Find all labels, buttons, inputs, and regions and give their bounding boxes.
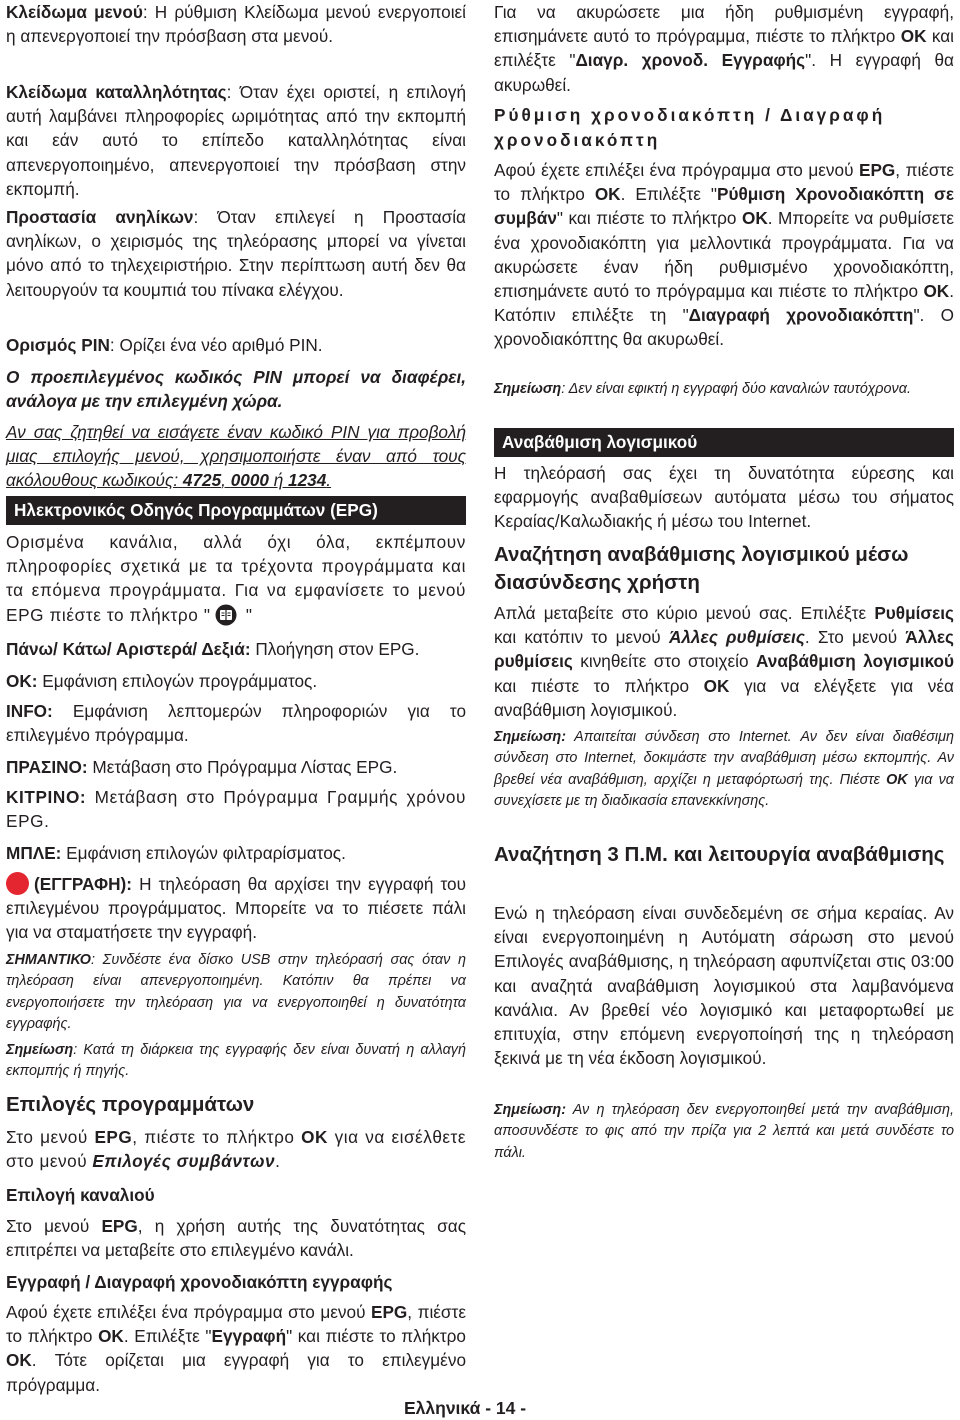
text-run: . Επιλέξτε " xyxy=(123,1326,212,1347)
bold-run: Αναβάθμιση λογισμικού xyxy=(756,651,954,672)
text-run: , πιέστε το πλήκτρο xyxy=(6,1302,466,1347)
programme-options-heading: Επιλογές προγραμμάτων xyxy=(6,1093,255,1116)
epg-intro-text: Ορισμένα κανάλια, αλλά όχι όλα, εκπέμπουν πληροφορίες σχετικά με τα τρέχοντα προγράμματα και τα επόμενα προγράμματα. Για να εμφανίσετε το μενού EPG πιέστε το πλήκτρο " xyxy=(6,532,466,625)
text-run: Αφού έχετε επιλέξει ένα πρόγραμμα στο μενού xyxy=(6,1302,371,1322)
menu-lock-text: : Η ρύθμιση Κλείδωμα μενού ενεργοποιεί η απενεργοποιεί την πρόσβαση στα μενού. xyxy=(6,2,467,47)
pin-request-text: Αν σας ζητηθεί να εισάγετε έναν κωδικό PIN για προβολή μιας επιλογής μενού, χρησιμοποιήστε έναν από τους ακόλουθους κωδικούς: xyxy=(6,422,466,491)
epg-intro-end: " xyxy=(240,604,253,625)
text-run: ". Η εγγραφή θα ακυρωθεί. xyxy=(494,50,954,95)
bold-run: OK xyxy=(301,1127,328,1147)
bold-run: OK xyxy=(703,675,730,696)
epg-key-label: ΚΙΤΡΙΝΟ: xyxy=(6,787,87,807)
bold-run: OK xyxy=(923,281,950,302)
recording-note-text: : Κατά τη διάρκεια της εγγραφής δεν είναι δυνατή η αλλαγή εκπομπής ή πηγής. xyxy=(6,1042,466,1080)
search-3am-note xyxy=(494,1100,954,1164)
epg-key-green xyxy=(6,755,466,779)
timer-note-text: : Δεν είναι εφικτή η εγγραφή δύο καναλιών ταυτόχρονα. xyxy=(561,381,911,397)
menu-lock-label: Κλείδωμα μενού xyxy=(6,2,143,22)
epg-key-label: ΜΠΛΕ: xyxy=(6,843,62,863)
epg-key-yellow xyxy=(6,785,466,833)
search-3am-note-label: Σημείωση: xyxy=(494,1102,566,1118)
bold-run: EPG xyxy=(101,1216,138,1236)
text-run: , πιέστε το πλήκτρο xyxy=(132,1127,302,1147)
text-run: . Επιλέξτε " xyxy=(620,184,717,205)
bold-run: OK xyxy=(594,184,621,205)
important-label: ΣΗΜΑΝΤΙΚΟ xyxy=(6,952,92,968)
epg-key-info xyxy=(6,699,466,747)
epg-key-text: Μετάβαση στο Πρόγραμμα Γραμμής χρόνου EPG. xyxy=(6,787,466,832)
epg-heading: Ηλεκτρονικός Οδηγός Προγραμμάτων (EPG) xyxy=(6,496,466,525)
text-run: , η χρήση αυτής της δυνατότητας σας επιτρέπει να μεταβείτε στο επιλεγμένο κανάλι. xyxy=(6,1216,467,1261)
child-lock-section xyxy=(6,205,466,302)
bold-italic-run: Επιλογές συμβάντων xyxy=(92,1151,276,1172)
text-run: Απαιτείται σύνδεση στο Internet. Αν δεν είναι διαθέσιμη σύνδεση στο Internet, δοκιμάστε την αναβάθμιση μέσω εκπομπής. Αν βρεθεί νέα αναβάθμιση, αρχίζει η μεταφόρτωσή της. Πιέστε xyxy=(494,729,954,788)
text-run: ". Ο χρονοδιακόπτης θα ακυρωθεί. xyxy=(494,305,954,350)
select-channel-heading: Επιλογή καναλιού xyxy=(6,1185,155,1205)
bold-run: Ρύθμιση Χρονοδιακόπτη σε συμβάν xyxy=(494,184,954,229)
page-footer xyxy=(404,1398,526,1419)
text-run: " και πιέστε το πλήκτρο xyxy=(286,1326,466,1347)
set-pin-label: Ορισμός PIN xyxy=(6,335,110,355)
epg-key-label: OK: xyxy=(6,671,38,691)
epg-key-nav xyxy=(6,637,466,661)
text-run: . xyxy=(275,1151,281,1172)
epg-key-blue xyxy=(6,841,466,865)
pin-sep-2: ή xyxy=(268,470,289,491)
epg-key-label: INFO: xyxy=(6,701,53,721)
pin-code-2: 0000 xyxy=(230,470,269,491)
epg-intro xyxy=(6,530,466,627)
text-run: . Στο μενού xyxy=(804,627,906,648)
text-run: Αφού έχετε επιλέξει ένα πρόγραμμα στο μενού xyxy=(494,160,859,180)
set-timer-heading: Ρύθμιση χρονοδιακόπτη / Διαγραφή χρονοδιακόπτη xyxy=(494,105,886,150)
important-text: : Συνδέστε ένα δίσκο USB στην τηλεόρασή σας όταν η τηλεόραση είναι απενεργοποιημένη. Κατόπιν θα πρέπει να ενεργοποιήσετε την τηλεόραση για να ενεργοποιηθεί η δυνατότητα εγγραφής. xyxy=(6,952,466,1032)
bold-run: OK xyxy=(741,208,768,229)
software-upgrade-intro: Η τηλεόρασή σας έχει τη δυνατότητα εύρεσης και εφαρμογής αναβαθμίσεων αυτόματα μέσω του σήματος Κεραίας/Καλωδιακής ή μέσω του Internet. xyxy=(494,463,954,532)
epg-key-text: Πλοήγηση στον EPG. xyxy=(250,639,420,659)
programme-options-text xyxy=(6,1125,466,1173)
epg-key-text: Εμφάνιση λεπτομερών πληροφοριών για το επιλεγμένο πρόγραμμα. xyxy=(6,701,466,746)
footer-language: Ελληνικά xyxy=(404,1398,481,1418)
ui-search-note-label: Σημείωση: xyxy=(494,729,566,745)
text-run: για να ελέγξετε για νέα αναβάθμιση λογισμικού. xyxy=(494,675,954,720)
text-run: για να συνεχίσετε με τη διαδικασία επανεκκίνησης. xyxy=(494,771,955,809)
ui-search-text xyxy=(494,601,954,722)
bold-run: EPG xyxy=(94,1127,133,1147)
text-run: Στο μενού xyxy=(6,1216,102,1236)
record-key xyxy=(6,872,466,945)
text-run: . Κατόπιν επιλέξτε τη " xyxy=(494,281,954,326)
search-3am-heading: Αναζήτηση 3 Π.Μ. και λειτουργία αναβάθμισης xyxy=(494,843,945,866)
bold-run: EPG xyxy=(859,160,896,180)
child-lock-label: Προστασία ανηλίκων xyxy=(6,207,194,227)
menu-lock-section xyxy=(6,0,466,48)
text-run: και επιλέξτε " xyxy=(494,26,954,71)
text-run: Απλά μεταβείτε στο κύριο μενού σας. Επιλέξτε xyxy=(494,603,875,623)
epg-key-label: Πάνω/ Κάτω/ Αριστερά/ Δεξιά: xyxy=(6,639,251,659)
bold-run: Εγγραφή xyxy=(211,1326,287,1347)
maturity-lock-text: : Όταν έχει οριστεί, η επιλογή αυτή λαμβάνει πληροφορίες ωριμότητας από την εκπομπή και εάν αυτό το επίπεδο καταλληλότητας είναι απενεργοποιημένο, απενεργοποιεί την πρόσβαση στην εκπομπή. xyxy=(6,82,467,199)
text-run: κινηθείτε στο στοιχείο xyxy=(572,651,756,672)
search-3am-note-text: Αν η τηλεόραση δεν ενεργοποιηθεί μετά την αναβάθμιση, αποσυνδέστε το φις από την πρίζα για 2 λεπτά και μετά συνδέστε το πάλι. xyxy=(494,1102,954,1161)
text-run: Στο μενού xyxy=(6,1127,95,1147)
bold-run: OK xyxy=(900,26,927,47)
text-run: , πιέστε το πλήκτρο xyxy=(494,160,954,205)
bold-run: Άλλες ρυθμίσεις xyxy=(494,627,954,672)
pin-country-note: Ο προεπιλεγμένος κωδικός PIN μπορεί να διαφέρει, ανάλογα με την επιλεγμένη χώρα. xyxy=(6,367,466,412)
child-lock-text: : Όταν επιλεγεί η Προστασία ανηλίκων, ο χειρισμός της τηλεόρασης μπορεί να γίνεται μόνο από το τηλεχειριστήριο. Στην περίπτωση αυτή δεν θα λειτουργούν τα κουμπιά του πίνακα ελέγχου. xyxy=(6,207,466,300)
page-number: - 14 - xyxy=(480,1398,527,1418)
bold-run: Διαγρ. χρονοδ. Εγγραφής xyxy=(575,50,806,71)
epg-key-text: Εμφάνιση επιλογών προγράμματος. xyxy=(37,671,318,691)
important-note xyxy=(6,950,466,1035)
epg-key-ok xyxy=(6,669,466,693)
bold-run: Άλλες ρυθμίσεις xyxy=(668,627,805,648)
bold-run: Διαγραφή χρονοδιακόπτη xyxy=(688,305,914,326)
epg-key-text: Μετάβαση στο Πρόγραμμα Λίστας EPG. xyxy=(87,757,398,777)
maturity-lock-label: Κλείδωμα καταλληλότητας xyxy=(6,82,227,102)
software-upgrade-heading: Αναβάθμιση λογισμικού xyxy=(494,428,954,457)
bold-run: OK xyxy=(886,771,908,788)
search-3am-text: Ενώ η τηλεόραση είναι συνδεδεμένη σε σήμα κεραίας. Αν είναι ενεργοποιημένη η Αυτόματη σάρωση στο μενού Επιλογές αναβάθμισης, η τηλεόραση αφυπνίζεται στις 03:00 και αναζητά αναβάθμιση λογισμικού στα λαμβανόμενα κανάλια. Αν βρεθεί νέο λογισμικό και μεταφορτωθεί με επιτυχία, στην επόμενη ενεργοποίησή της η τηλεόραση ξεκινά με τη νέα έκδοση λογισμικού. xyxy=(494,903,954,1069)
set-pin-text: : Ορίζει ένα νέο αριθμό PIN. xyxy=(109,335,323,355)
record-timer-text xyxy=(6,1300,466,1397)
timer-note xyxy=(494,379,954,400)
bold-run: OK xyxy=(98,1326,124,1347)
maturity-lock-section xyxy=(6,80,466,201)
text-run: " και πιέστε το πλήκτρο xyxy=(556,208,742,229)
text-run: για να εισέλθετε στο μενού xyxy=(6,1127,466,1172)
text-run: . Τότε ορίζεται μια εγγραφή για το επιλεγμένο πρόγραμμα. xyxy=(6,1350,466,1395)
recording-note-label: Σημείωση xyxy=(6,1042,74,1058)
text-run: . Μπορείτε να ρυθμίσετε ένα χρονοδιακόπτη για μελλοντικά προγράμματα. Για να ακυρώσετε έναν ήδη ρυθμισμένο χρονοδιακόπτη, επισημάνετε αυτό το πρόγραμμα και πιέστε το πλήκτρο xyxy=(494,208,954,302)
epg-key-label: ΠΡΑΣΙΝΟ: xyxy=(6,757,88,777)
text-run: Για να ακυρώσετε μια ήδη ρυθμισμένη εγγραφή, επισημάνετε αυτό το πρόγραμμα, πιέστε το πλήκτρο xyxy=(494,2,954,47)
select-channel-text xyxy=(6,1214,466,1262)
record-key-label: (ΕΓΓΡΑΦΗ): xyxy=(34,874,132,894)
record-timer-heading: Εγγραφή / Διαγραφή χρονοδιακόπτη εγγραφής xyxy=(6,1272,393,1292)
text-run: και κατόπιν το μενού xyxy=(494,627,669,648)
pin-sep-1: , xyxy=(221,470,231,491)
pin-end: . xyxy=(326,470,332,491)
ui-search-heading: Αναζήτηση αναβάθμισης λογισμικού μέσω διασύνδεσης χρήστη xyxy=(494,543,909,594)
epg-key-text: Εμφάνιση επιλογών φιλτραρίσματος. xyxy=(61,843,346,863)
set-pin-section xyxy=(6,333,466,357)
record-button-icon xyxy=(6,872,29,895)
bold-run: OK xyxy=(6,1350,32,1371)
ui-search-note xyxy=(494,727,954,812)
record-key-text: Η τηλεόραση θα αρχίσει την εγγραφή του επιλεγμένου προγράμματος. Μπορείτε να το πιέσετε πάλι για να σταματήσετε την εγγραφή. xyxy=(6,874,466,943)
cancel-recording-text xyxy=(494,0,954,97)
bold-run: Ρυθμίσεις xyxy=(874,603,954,623)
pin-code-3: 1234 xyxy=(288,470,327,491)
pin-code-1: 4725 xyxy=(182,470,222,491)
guide-button-icon xyxy=(215,604,237,626)
pin-request-note xyxy=(6,420,466,493)
recording-note xyxy=(6,1040,466,1083)
timer-note-label: Σημείωση xyxy=(494,381,562,397)
set-timer-text xyxy=(494,158,954,352)
text-run: και πιέστε το πλήκτρο xyxy=(494,675,704,696)
bold-run: EPG xyxy=(371,1302,408,1322)
